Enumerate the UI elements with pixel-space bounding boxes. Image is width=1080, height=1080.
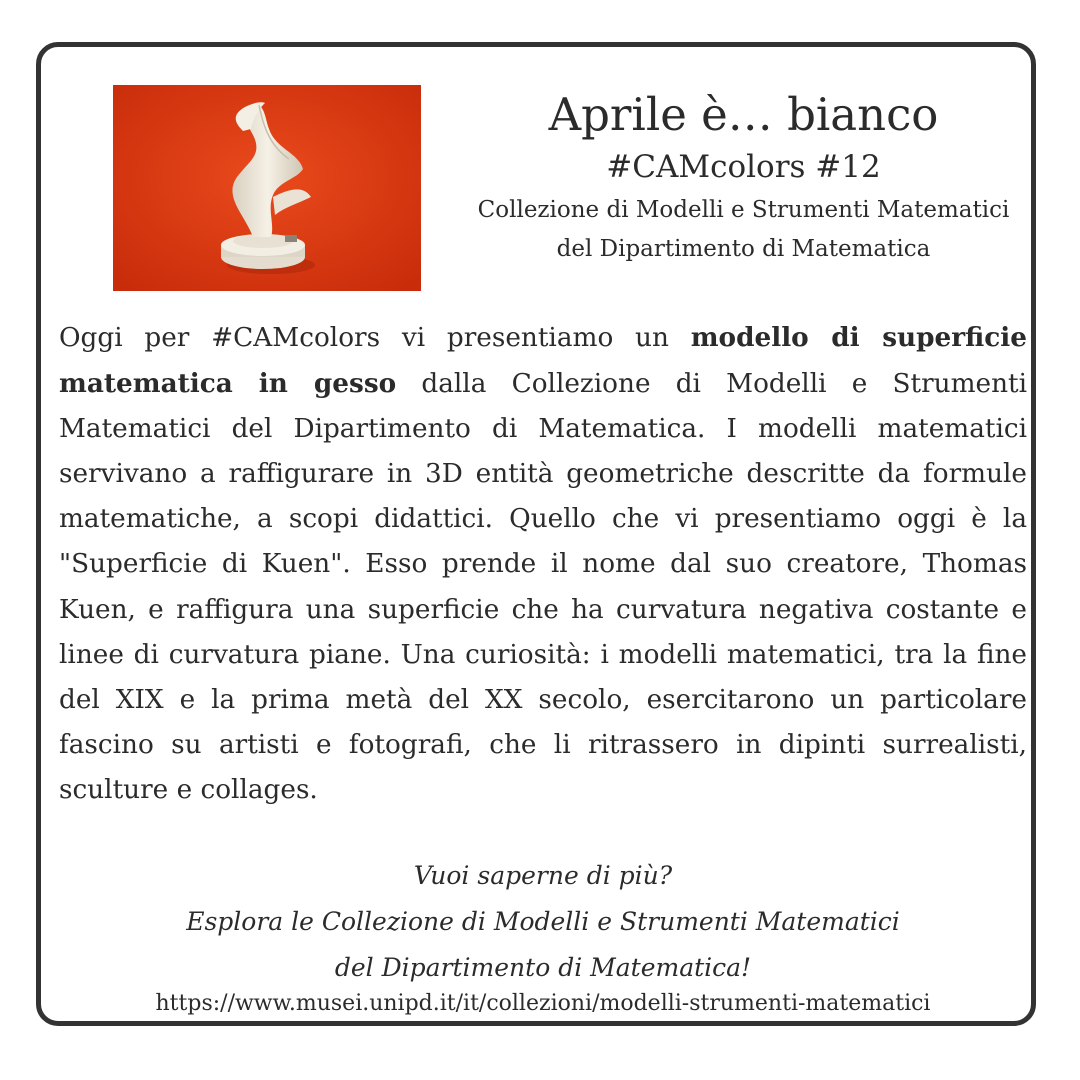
- post-card: [36, 42, 1036, 1026]
- cta-line-1: Vuoi saperne di più?: [413, 861, 673, 890]
- hashtag-label: #CAMcolors #12: [606, 149, 881, 185]
- description-highlight: modello di superficie matematica in gesso: [59, 322, 1027, 400]
- cta-line-3: del Dipartimento di Matematica!: [334, 953, 752, 982]
- page-title: Aprile è… bianco: [548, 88, 939, 141]
- description-paragraph: [59, 315, 1027, 813]
- subtitle-line-2: del Dipartimento di Matematica: [556, 236, 931, 262]
- plaster-model-image: [113, 85, 421, 291]
- collection-subtitle: [446, 191, 1041, 269]
- description-text: dalla Collezione di Modelli e Strumenti Matematici del Dipartimento di Matematica. I modelli matematici servivano a raffigurare in 3D entità geometriche descritte da formule matematiche, a scopi didattici. Quello che vi presentiamo oggi è la "Superficie di Kuen". Esso prende il nome dal suo creatore, Thomas Kuen, e raffigura una superficie che ha curvatura negativa costante e linee di curvatura piane. Una curiosità: i modelli matematici, tra la fine del XIX e la prima metà del XX secolo, esercitarono un particolare fascino su artisti e fotografi, che li ritrassero in dipinti surrealisti, sculture e collages.: [59, 369, 1028, 805]
- kuen-surface-photo: [113, 85, 421, 291]
- call-to-action: [59, 853, 1027, 991]
- description-intro: Oggi per #CAMcolors vi presentiamo un: [59, 323, 691, 353]
- subtitle-line-1: Collezione di Modelli e Strumenti Matematici: [477, 197, 1010, 223]
- collection-url: https://www.musei.unipd.it/it/collezioni/modelli-strumenti-matematici: [155, 991, 931, 1016]
- header: [446, 85, 1041, 269]
- cta-line-2: Esplora le Collezione di Modelli e Strumenti Matematici: [186, 907, 900, 936]
